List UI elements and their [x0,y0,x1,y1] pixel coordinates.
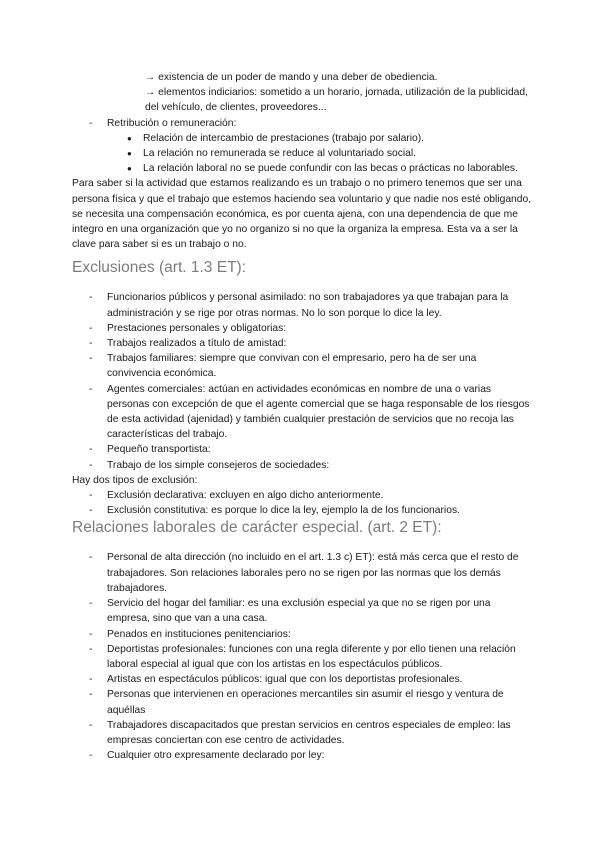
list-item: - Exclusión declarativa: excluyen en algo dicho anteriormente. [72,488,532,503]
section-heading-exclusiones: Exclusiones (art. 1.3 ET): [72,259,247,277]
list-item: - Agentes comerciales: actúan en actividades económicas en nombre de una o varias personas con excepción de que el agente comercial que se haga responsable de los riesgos de esta actividad (ajenidad) y también cualquier prestación de servicios que no recoja las características del trabajo. [72,382,532,443]
section-heading-especiales: Relaciones laborales de carácter especial. (art. 2 ET): [72,519,442,537]
list-item: - Cualquier otro expresamente declarado por ley: [72,748,532,763]
document-page [72,70,532,763]
list-item: - Trabajos realizados a título de amistad: [72,336,532,351]
intro-paragraph: Para saber si la actividad que estamos realizando es un trabajo o no primero tenemos que ser una persona física y que el trabajo que estemos haciendo sea voluntario y que nadie nos esté obligando, se necesita una compensación económica, es por cuenta ajena, con una dependencia de que me integro en una organización que yo no organizo si no que la organiza la empresa. Esta va a ser la clave para saber si es un trabajo o no. [72,178,532,251]
list-item: - Personas que intervienen en operaciones mercantiles sin asumir el riesgo y ventura de aquéllas [72,687,532,717]
list-item: - Funcionarios públicos y personal asimilado: no son trabajadores ya que trabajan para la administración y se rige por otras normas. No lo son porque lo dice la ley. [72,290,532,320]
bullet-item: ● La relación laboral no se puede confundir con las becas o prácticas no laborables. [72,161,532,176]
list-item: - Servicio del hogar del familiar: es una exclusión especial ya que no se rigen por una empresa, sino que van a una casa. [72,596,532,626]
list-item: - Trabajo de los simple consejeros de sociedades: [72,458,532,473]
list-item: - Personal de alta dirección (no incluido en el art. 1.3 c) ET): está más cerca que el resto de trabajadores. Son relaciones laborales pero no se rigen por las normas que los demás trabajadores. [72,550,532,596]
bullet-item: ● Relación de intercambio de prestaciones (trabajo por salario). [72,131,532,146]
list-item: - Trabajos familiares: siempre que convivan con el empresario, pero ha de ser una convivencia económica. [72,351,532,381]
list-item: - Retribución o remuneración: [72,116,532,131]
arrow-line: → elementos indiciarios: sometido a un horario, jornada, utilización de la publicidad, del vehículo, de clientes, proveedores... [145,87,528,114]
bullet-item: ● La relación no remunerada se reduce al voluntariado social. [72,146,532,161]
list-item: - Penados en instituciones penitenciarios: [72,627,532,642]
tipos-label: Hay dos tipos de exclusión: [72,474,198,486]
list-item: - Artistas en espectáculos públicos: igual que con los deportistas profesionales. [72,672,532,687]
list-item: - Deportistas profesionales: funciones con una regla diferente y por ello tienen una relación laboral especial al igual que con los artistas en los espectáculos públicos. [72,642,532,672]
list-item: - Pequeño transportista: [72,442,532,457]
list-item: - Trabajadores discapacitados que prestan servicios en centros especiales de empleo: las empresas conciertan con ese centro de actividades. [72,718,532,748]
list-item: - Exclusión constitutiva: es porque lo dice la ley, ejemplo la de los funcionarios. [72,503,532,518]
arrow-line: → existencia de un poder de mando y una deber de obediencia. [145,72,438,83]
list-item: - Prestaciones personales y obligatorias: [72,321,532,336]
